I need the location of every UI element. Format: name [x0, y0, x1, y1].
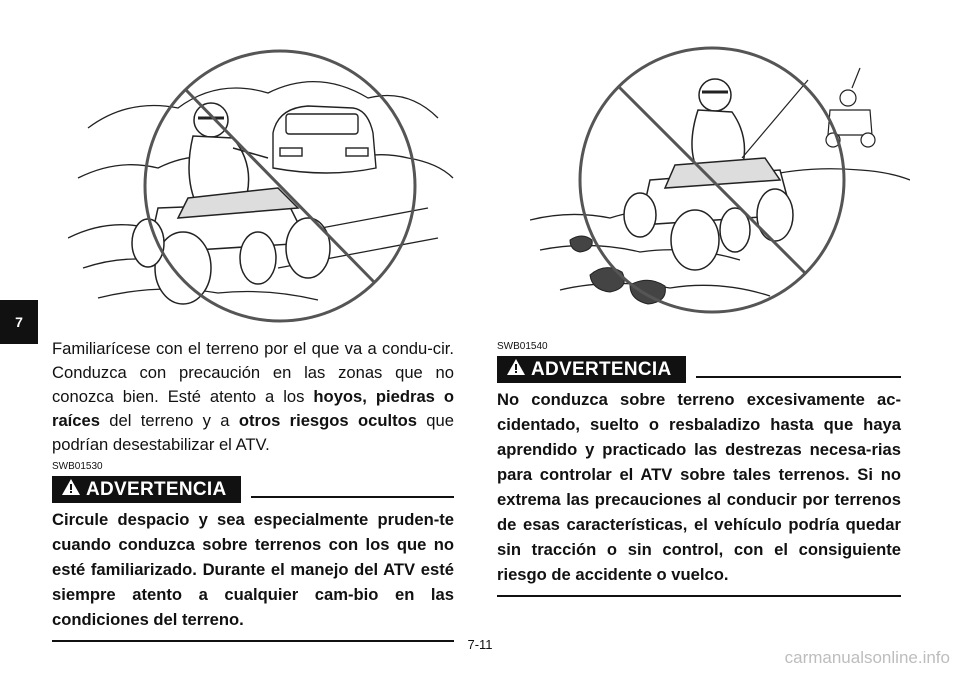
warning-label: ADVERTENCIA — [531, 358, 672, 380]
left-column — [52, 337, 454, 642]
watermark: carmanualsonline.info — [784, 648, 950, 667]
warning-code: SWB01540 — [497, 341, 548, 352]
right-column — [497, 337, 901, 597]
chapter-tab: 7 — [0, 300, 38, 344]
warning-triangle-icon — [62, 478, 80, 502]
page-number: 7-11 — [467, 637, 493, 652]
illustration-unfamiliar-terrain — [68, 38, 458, 328]
warning-triangle-icon — [507, 358, 525, 382]
warning-header-rule — [696, 376, 901, 378]
intro-paragraph: Familiarícese con el terreno por el que va a condu-cir. Conduzca con precaución en las zonas que no conozca bien. Esté atento a los hoyos, piedras o raíces del terreno y a otros riesgos ocultos que podrían desestabilizar el ATV. — [52, 339, 455, 454]
warning-label: ADVERTENCIA — [86, 478, 227, 500]
warning-code: SWB01530 — [52, 461, 103, 472]
warning-text: No conduzca sobre terreno excesivamente ac-cidentado, suelto o resbaladizo hasta que haya aprendido y practicado las destrezas necesa-rias para controlar el ATV sobre tales terrenos. Si no extrema las precauciones al conducir por terrenos de esas características, el vehículo podría quedar sin tracción o sin control, con el consiguiente riesgo de accidente o vuelco. — [497, 390, 901, 584]
warning-text: Circule despacio y sea especialmente pruden-te cuando conduzca sobre terrenos con los que no esté familiarizado. Durante el manejo del ATV esté siempre atento a cualquier cam-bio en las condiciones del terreno. — [52, 510, 454, 629]
warning-badge — [52, 476, 241, 503]
warning-badge — [497, 356, 686, 383]
warning-header-rule — [251, 496, 454, 498]
warning-header — [52, 476, 454, 503]
warning-end-rule — [497, 595, 901, 597]
warning-header — [497, 356, 901, 383]
illustration-rough-terrain — [530, 40, 910, 330]
